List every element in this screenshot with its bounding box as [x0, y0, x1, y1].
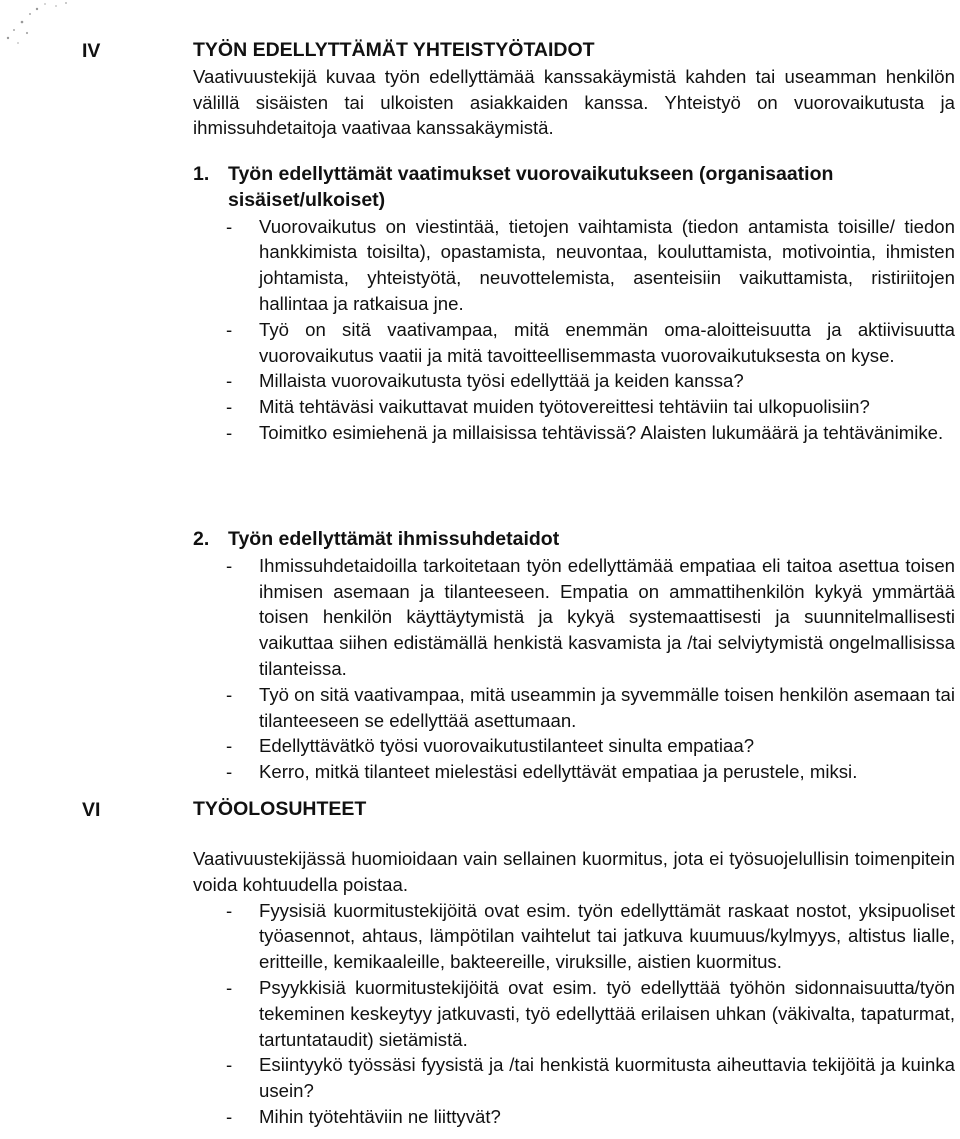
- list-item: - Mihin työtehtäviin ne liittyvät?: [193, 1104, 955, 1130]
- list-item: - Mitä tehtäväsi vaikuttavat muiden työtovereittesi tehtäviin tai ulkopuolisiin?: [193, 394, 955, 420]
- list-item: - Vuorovaikutus on viestintää, tietojen vaihtamista (tiedon antamista toisille/ tiedon hankkimista toisilta), opastamista, neuvontaa, kouluttamista, motivointia, ihmisten johtamista, yhteistyötä, neuvottelemista, asenteisiin vaikuttamista, ristiriitojen hallintaa ja ratkaisua jne.: [226, 215, 955, 314]
- list-item: - Kerro, mitkä tilanteet mielestäsi edellyttävät empatiaa ja perustele, miksi.: [193, 759, 955, 785]
- section-iv: [193, 38, 955, 141]
- list-item: - Psyykkisiä kuormitustekijöitä ovat esim. työ edellyttää työhön sidonnaisuutta/työn tekeminen keskeytyy jatkuvasti, työ edellyttää erilaisen uhkan (väkivalta, tapaturmat, tartuntataudit) sietämistä.: [226, 976, 955, 1050]
- section-vi: [193, 846, 955, 1130]
- dash-icon: -: [226, 735, 233, 757]
- section-title: TYÖN EDELLYTTÄMÄT YHTEISTYÖTAIDOT: [193, 39, 595, 61]
- list-item: - Millaista vuorovaikutusta työsi edellyttää ja keiden kanssa?: [193, 368, 955, 394]
- dash-icon: -: [226, 899, 233, 921]
- dash-icon: -: [226, 1105, 233, 1127]
- scan-speckles: [0, 0, 90, 70]
- dash-icon: -: [226, 396, 233, 418]
- list-item: - Työ on sitä vaativampaa, mitä enemmän oma-aloitteisuutta ja aktiivisuutta vuorovaikutus vaatii ja mitä tavoitteellisemmasta vuorovaikutuksesta on kyse.: [226, 318, 955, 366]
- list-item: - Fyysisiä kuormitustekijöitä ovat esim. työn edellyttämät raskaat nostot, yksipuoliset työasennot, ahtaus, lämpötilan vaihtelut tai jatkuva kuumuus/kylmyys, altistus lialle, eritteille, kemikaaleille, bakteereille, viruksille, aistien kuormitus.: [226, 899, 955, 973]
- list-item: - Työ on sitä vaativampaa, mitä useammin ja syvemmälle toisen henkilön asemaan tai tilanteeseen se edellyttää asettumaan.: [226, 683, 955, 731]
- list-item: - Esiintyykö työssäsi fyysistä ja /tai henkistä kuormitusta aiheuttavia tekijöitä ja kuinka usein?: [226, 1054, 955, 1102]
- subsection-number: 2.: [193, 528, 210, 550]
- subsection-title: Työn edellyttämät vaatimukset vuorovaikutukseen (organisaation sisäiset/ulkoiset): [228, 163, 834, 211]
- subsection-2: [193, 527, 955, 785]
- dash-icon: -: [226, 761, 233, 783]
- section-number: IV: [82, 40, 101, 62]
- bullet-list: [193, 898, 955, 1130]
- subsection-number: 1.: [193, 163, 210, 185]
- dash-icon: -: [226, 976, 233, 998]
- dash-icon: -: [226, 554, 233, 576]
- section-intro: Vaativuustekijässä huomioidaan vain sellainen kuormitus, jota ei työsuojelullisin toimenpitein voida kohtuudella poistaa.: [193, 848, 955, 895]
- list-item: - Ihmissuhdetaidoilla tarkoitetaan työn edellyttämää empatiaa eli taitoa asettua toisen ihmisen asemaan ja tilanteeseen. Empatia on ammattihenkilön kykyä ymmärtää toisen henkilön käyttäytymistä ja kykyä systemaattisesti ja suunnitelmallisesti vaikuttaa siihen edistämällä henkistä kasvamista ja /tai selviytymistä ongelmallisissa tilanteissa.: [226, 554, 955, 679]
- section-intro: Vaativuustekijä kuvaa työn edellyttämää kanssakäymistä kahden tai useamman henkilön välillä sisäisten tai ulkoisten asiakkaiden kanssa. Yhteistyö on vuorovaikutusta ja ihmissuhdetaitoja vaativaa kanssakäymistä.: [193, 65, 955, 139]
- section-vi-title: [193, 797, 955, 823]
- subsection-heading: [193, 527, 955, 553]
- dash-icon: -: [226, 215, 233, 237]
- subsection-heading: [193, 162, 955, 214]
- list-item: - Toimitko esimiehenä ja millaisissa tehtävissä? Alaisten lukumäärä ja tehtävänimike.: [193, 420, 955, 446]
- bullet-list: [193, 214, 955, 446]
- dash-icon: -: [226, 1054, 233, 1076]
- section-title: TYÖOLOSUHTEET: [193, 798, 367, 820]
- dash-icon: -: [226, 683, 233, 705]
- dash-icon: -: [226, 318, 233, 340]
- dash-icon: -: [226, 370, 233, 392]
- subsection-title: Työn edellyttämät ihmissuhdetaidot: [228, 528, 560, 550]
- dash-icon: -: [226, 421, 233, 443]
- list-item: - Edellyttävätkö työsi vuorovaikutustilanteet sinulta empatiaa?: [193, 733, 955, 759]
- bullet-list: [193, 553, 955, 785]
- section-number: VI: [82, 799, 101, 821]
- subsection-1: [193, 162, 955, 446]
